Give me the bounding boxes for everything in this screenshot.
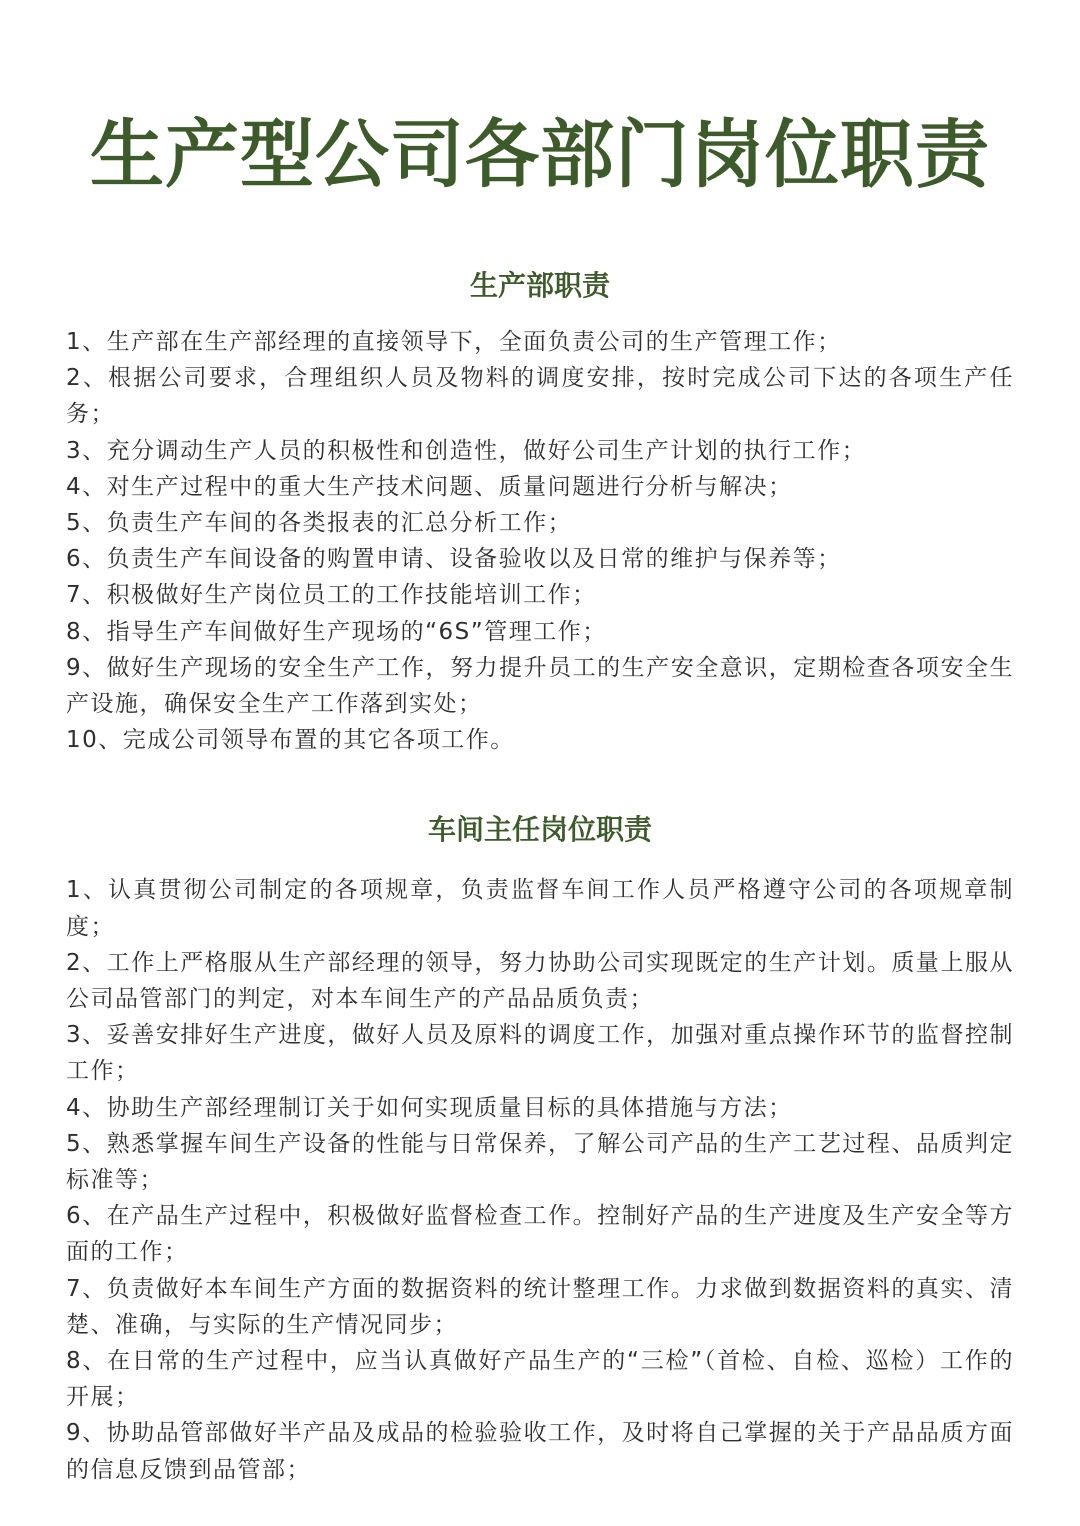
- duty-item: 4、协助生产部经理制订关于如何实现质量目标的具体措施与方法；: [66, 1094, 793, 1121]
- page-title: 生产型公司各部门岗位职责: [90, 112, 990, 198]
- section-production-dept: [66, 266, 1014, 758]
- duty-item: 6、在产品生产过程中，积极做好监督检查工作。控制好产品的生产进度及生产安全等方面的工作；: [66, 1203, 1014, 1266]
- section-title: 生产部职责: [469, 269, 610, 302]
- section-workshop-director: [66, 810, 1014, 1487]
- duty-item: 9、做好生产现场的安全生产工作，努力提升员工的生产安全意识，定期检查各项安全生产设施，确保安全生产工作落到实处；: [66, 654, 1014, 718]
- duty-item: 8、指导生产车间做好生产现场的“6S”管理工作；: [66, 618, 607, 645]
- duty-item: 3、妥善安排好生产进度，做好人员及原料的调度工作，加强对重点操作环节的监督控制工作；: [66, 1022, 1014, 1085]
- duty-item: 4、对生产过程中的重大生产技术问题、质量问题进行分析与解决；: [66, 473, 793, 500]
- duty-item: 9、协助品管部做好半产品及成品的检验验收工作，及时将自己掌握的关于产品品质方面的信息反馈到品管部；: [66, 1420, 1014, 1483]
- section-title: 车间主任岗位职责: [427, 813, 652, 847]
- duty-item: 2、根据公司要求，合理组织人员及物料的调度安排，按时完成公司下达的各项生产任务；: [66, 365, 1014, 428]
- duty-item: 5、熟悉掌握车间生产设备的性能与日常保养，了解公司产品的生产工艺过程、品质判定标准等；: [66, 1130, 1014, 1194]
- duty-item: 1、生产部在生产部经理的直接领导下，全面负责公司的生产管理工作；: [66, 329, 842, 355]
- duty-item: 10、完成公司领导布置的其它各项工作。: [66, 727, 515, 754]
- duty-list: [66, 872, 1014, 1487]
- duty-list: [66, 324, 1014, 758]
- duty-item: 1、认真贯彻公司制定的各项规章，负责监督车间工作人员严格遵守公司的各项规章制度；: [66, 877, 1014, 940]
- duty-item: 5、负责生产车间的各类报表的汇总分析工作；: [66, 510, 573, 537]
- duty-item: 3、充分调动生产人员的积极性和创造性，做好公司生产计划的执行工作；: [66, 437, 867, 464]
- duty-item: 6、负责生产车间设备的购置申请、设备验收以及日常的维护与保养等；: [66, 546, 842, 573]
- duty-item: 7、积极做好生产岗位员工的工作技能培训工作；: [66, 582, 597, 609]
- duty-item: 7、负责做好本车间生产方面的数据资料的统计整理工作。力求做到数据资料的真实、清楚、准确，与实际的生产情况同步；: [66, 1275, 1014, 1338]
- duty-item: 2、工作上严格服从生产部经理的领导，努力协助公司实现既定的生产计划。质量上服从公司品管部门的判定，对本车间生产的产品品质负责；: [66, 949, 1014, 1013]
- duty-item: 8、在日常的生产过程中，应当认真做好产品生产的“三检”（首检、自检、巡检）工作的开展；: [66, 1348, 1014, 1411]
